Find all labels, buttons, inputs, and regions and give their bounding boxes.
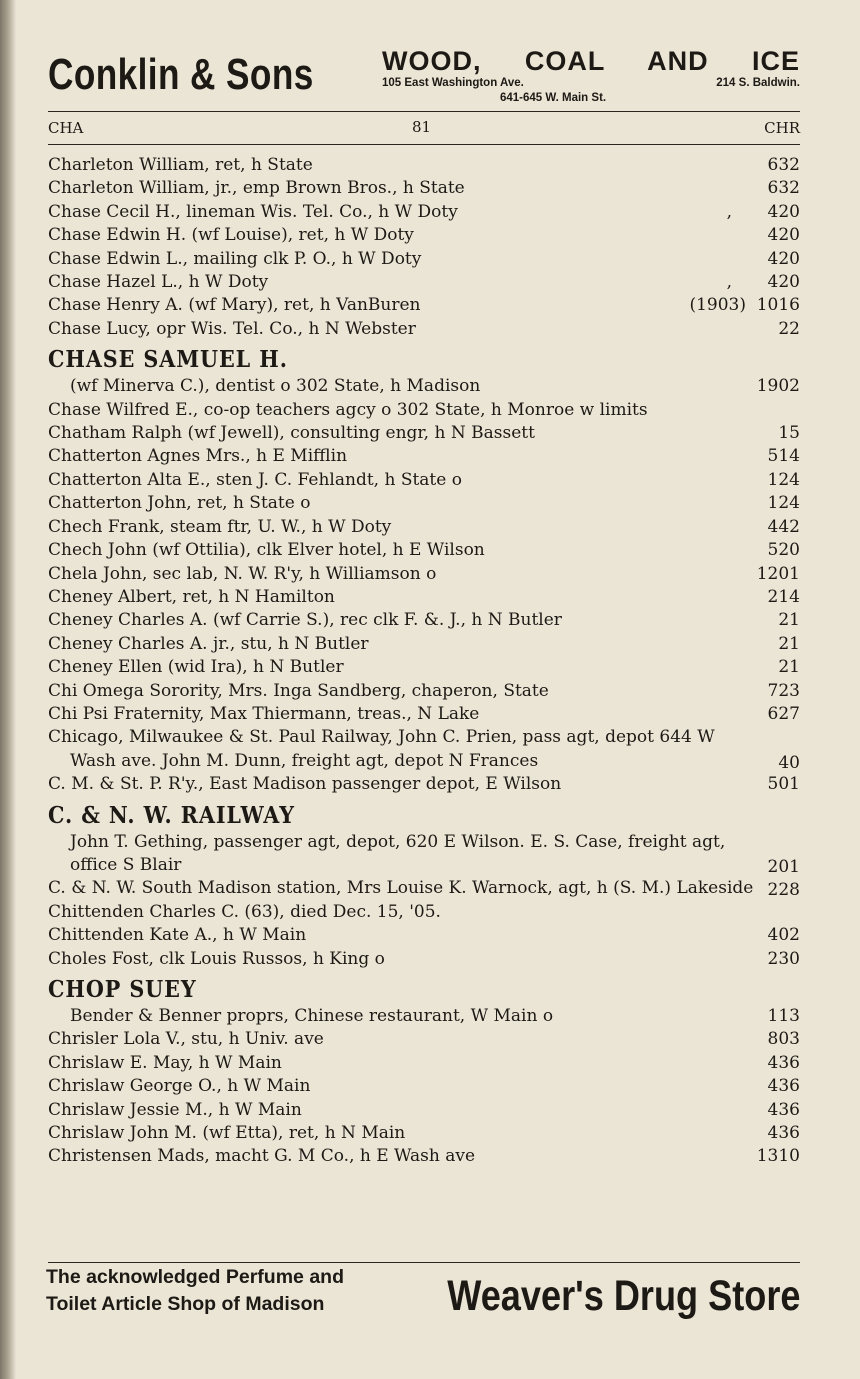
entry-number: 436	[767, 1123, 800, 1144]
entry-number: 124	[767, 469, 800, 490]
entry-text: Chech Frank, steam ftr, U. W., h W Doty	[48, 516, 392, 537]
entry-text: Chi Omega Sorority, Mrs. Inga Sandberg, chaperon, State	[48, 680, 549, 701]
entry-text: Bender & Benner proprs, Chinese restaurant, W Main o	[70, 1006, 554, 1026]
entry-text: Chase Henry A. (wf Mary), ret, h VanBuren	[48, 295, 421, 316]
entry-number: 436	[767, 1076, 800, 1097]
bottom-advertisement	[48, 1266, 800, 1326]
entry-number: 1201	[756, 563, 800, 584]
directory-entry	[48, 539, 800, 562]
entry-mark: ,	[726, 201, 732, 222]
entry-number: 420	[767, 272, 800, 293]
directory-listings	[48, 154, 800, 1169]
entry-text: Cheney Ellen (wid Ira), h N Butler	[48, 657, 344, 678]
drug-store-name: Weaver's Drug Store	[446, 1272, 800, 1320]
address-washington: 105 East Washington Ave.	[382, 77, 524, 89]
entry-text: Chase Wilfred E., co-op teachers agcy o 302 State, h Monroe w limits	[48, 399, 648, 420]
entry-text: Charleton William, ret, h State	[48, 155, 313, 175]
entry-text: Chase Hazel L., h W Doty	[48, 272, 269, 293]
entry-text: Chrislaw Jessie M., h W Main	[48, 1099, 302, 1120]
entry-text: Chase Cecil H., lineman Wis. Tel. Co., h W Doty	[48, 201, 458, 222]
entry-text: Charleton William, jr., emp Brown Bros., h State	[48, 178, 465, 199]
address-main: 641-645 W. Main St.	[500, 92, 607, 104]
address-baldwin: 214 S. Baldwin.	[716, 77, 800, 89]
directory-entry	[48, 609, 800, 632]
entry-text: Cheney Albert, ret, h N Hamilton	[48, 586, 335, 607]
entry-text: Chrislaw George O., h W Main	[48, 1076, 311, 1097]
directory-entry	[48, 877, 800, 900]
entry-text: Chech John (wf Ottilia), clk Elver hotel, h E Wilson	[48, 540, 485, 561]
advertiser-tagline: WOOD, COAL AND ICE	[382, 46, 800, 76]
entry-text: Choles Fost, clk Louis Russos, h King o	[48, 948, 385, 969]
entry-text: Chatham Ralph (wf Jewell), consulting engr, h N Bassett	[48, 423, 535, 444]
entry-year: (1903)	[689, 295, 746, 316]
directory-entry	[48, 586, 800, 609]
entry-number: 228	[767, 880, 800, 901]
directory-entry	[48, 633, 800, 656]
entry-text: Chi Psi Fraternity, Max Thiermann, treas., N Lake	[48, 703, 480, 724]
running-head	[48, 118, 800, 138]
page-number: 81	[412, 118, 432, 136]
section-heading: CHASE SAMUEL H.	[48, 346, 288, 374]
entry-number: 1310	[756, 1146, 800, 1167]
entry-number: 420	[767, 225, 800, 246]
directory-entry	[48, 726, 800, 773]
entry-number: 520	[767, 540, 800, 561]
directory-entry	[48, 516, 800, 539]
section-heading: CHOP SUEY	[48, 976, 197, 1003]
directory-entry	[48, 1075, 800, 1098]
entry-number: 627	[767, 703, 800, 724]
divider	[48, 1262, 800, 1263]
entry-text: Chase Edwin H. (wf Louise), ret, h W Doty	[48, 225, 414, 246]
divider	[48, 111, 800, 112]
top-advertisement	[48, 44, 800, 110]
entry-number: 402	[767, 925, 800, 946]
entry-number	[756, 901, 800, 924]
entry-text: Christensen Mads, macht G. M Co., h E Wash ave	[48, 1146, 476, 1167]
entry-text: Cheney Charles A. (wf Carrie S.), rec clk F. &. J., h N Butler	[48, 610, 562, 631]
entry-number: 201	[767, 856, 800, 877]
entry-text: Chicago, Milwaukee & St. Paul Railway, John C. Prien, pass agt, depot 644 W Wash ave. John M. Dunn, freight agt, depot N Frances	[48, 727, 715, 771]
entry-number: 514	[767, 446, 800, 467]
entry-text: Chrislaw John M. (wf Etta), ret, h N Main	[48, 1123, 406, 1144]
section-heading: C. & N. W. RAILWAY	[48, 801, 295, 829]
entry-text: Chittenden Charles C. (63), died Dec. 15, '05.	[48, 901, 441, 922]
entry-text: Chittenden Kate A., h W Main	[48, 925, 307, 946]
directory-entry	[48, 445, 800, 468]
entry-number: 230	[767, 948, 800, 969]
directory-entry	[48, 773, 800, 796]
directory-entry	[48, 492, 800, 515]
directory-entry	[48, 831, 800, 878]
entry-text: Chrisler Lola V., stu, h Univ. ave	[48, 1029, 324, 1050]
directory-entry	[48, 563, 800, 586]
guide-word-right: CHR	[764, 119, 800, 137]
entry-text: Chase Lucy, opr Wis. Tel. Co., h N Webster	[48, 318, 416, 339]
ad-slogan-line-1: The acknowledged Perfume and	[46, 1266, 344, 1288]
directory-entry	[48, 924, 800, 947]
directory-entry	[48, 422, 800, 445]
entry-number: 803	[767, 1029, 800, 1050]
advertiser-name: Conklin & Sons	[48, 50, 314, 99]
advertiser-addresses	[382, 77, 800, 89]
entry-text: Chatterton Alta E., sten J. C. Fehlandt, h State o	[48, 469, 462, 490]
directory-entry	[48, 224, 800, 247]
directory-entry	[48, 948, 800, 971]
directory-entry	[48, 703, 800, 726]
entry-number: 420	[767, 201, 800, 222]
entry-number: 21	[778, 633, 800, 654]
entry-text: Chatterton John, ret, h State o	[48, 493, 311, 514]
entry-text: C. M. & St. P. R'y., East Madison passenger depot, E Wilson	[48, 774, 562, 795]
entry-number: 21	[778, 657, 800, 678]
directory-entry	[48, 201, 800, 224]
entry-number: 436	[767, 1052, 800, 1073]
entry-number: 15	[778, 423, 800, 444]
directory-entry	[48, 901, 800, 924]
directory-entry	[48, 294, 800, 317]
entry-mark: ,	[726, 272, 732, 293]
entry-number: 723	[767, 680, 800, 701]
entry-text: Chrislaw E. May, h W Main	[48, 1052, 282, 1073]
ad-slogan-line-2: Toilet Article Shop of Madison	[46, 1293, 325, 1315]
directory-entry	[48, 680, 800, 703]
directory-entry	[48, 1099, 800, 1122]
entry-number: 214	[767, 586, 800, 607]
entry-text: (wf Minerva C.), dentist o 302 State, h Madison	[70, 376, 481, 397]
entry-number: 436	[767, 1099, 800, 1120]
entry-text: Chatterton Agnes Mrs., h E Mifflin	[48, 446, 348, 467]
entry-number: 22	[778, 318, 800, 339]
entry-number: 442	[767, 516, 800, 537]
book-binding-edge	[0, 0, 16, 1379]
entry-number: 632	[767, 178, 800, 199]
entry-number: 113	[767, 1006, 800, 1026]
entry-text: C. & N. W. South Madison station, Mrs Louise K. Warnock, agt, h (S. M.) Lakeside	[48, 878, 754, 899]
directory-entry	[48, 318, 800, 341]
directory-entry	[48, 1005, 800, 1028]
entry-text: Chela John, sec lab, N. W. R'y, h Williamson o	[48, 563, 437, 584]
directory-entry	[48, 1122, 800, 1145]
entry-number: 501	[767, 774, 800, 795]
directory-entry	[48, 248, 800, 271]
entry-text: Cheney Charles A. jr., stu, h N Butler	[48, 633, 369, 654]
directory-entry	[48, 399, 800, 422]
guide-word-left: CHA	[48, 119, 84, 137]
entry-number: 21	[778, 610, 800, 631]
directory-entry	[48, 1028, 800, 1051]
divider	[48, 144, 800, 145]
directory-entry	[48, 154, 800, 177]
directory-entry	[48, 271, 800, 294]
entry-number: 124	[767, 493, 800, 514]
directory-entry	[48, 1052, 800, 1075]
directory-entry	[48, 375, 800, 398]
entry-text: Chase Edwin L., mailing clk P. O., h W Doty	[48, 248, 422, 269]
entry-number: 632	[767, 155, 800, 175]
entry-number: 1016	[756, 295, 800, 316]
entry-text: John T. Gething, passenger agt, depot, 620 E Wilson. E. S. Case, freight agt, office S Blair	[70, 831, 726, 875]
directory-entry	[48, 656, 800, 679]
entry-number: 40	[778, 752, 800, 773]
entry-number: 1902	[756, 376, 800, 397]
entry-number: 420	[767, 248, 800, 269]
directory-entry	[48, 1145, 800, 1168]
directory-entry	[48, 469, 800, 492]
directory-entry	[48, 177, 800, 200]
